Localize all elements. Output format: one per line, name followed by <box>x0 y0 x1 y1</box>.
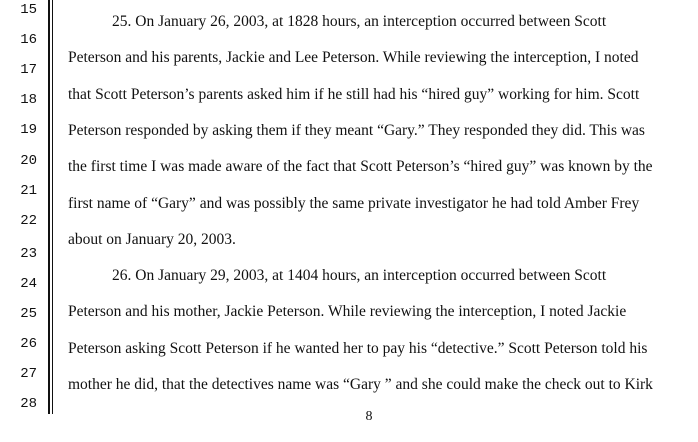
line-number: 28 <box>20 396 37 412</box>
text-line: first name of “Gary” and was possibly the same private investigator he had told Amber Frey <box>68 195 640 212</box>
line-number: 17 <box>20 62 37 78</box>
line-number: 19 <box>20 122 37 138</box>
line-number: 16 <box>20 32 37 48</box>
line-number: 26 <box>20 336 37 352</box>
line-number: 20 <box>20 153 37 169</box>
text-line: Peterson asking Scott Peterson if he wanted her to pay his “detective.” Scott Peterson told his <box>68 340 648 357</box>
page-number: 8 <box>365 409 373 424</box>
text-line: mother he did, that the detectives name was “Gary ” and she could make the check out to Kirk <box>68 376 653 393</box>
text-line: that Scott Peterson’s parents asked him if he still had his “hired guy” working for him. Scott <box>68 86 640 103</box>
text-line: Peterson responded by asking them if they meant “Gary.” They responded they did. This was <box>68 122 645 139</box>
line-number-column <box>0 0 40 442</box>
text-line: 25. On January 26, 2003, at 1828 hours, an interception occurred between Scott <box>112 13 607 30</box>
text-line: about on January 20, 2003. <box>68 231 236 248</box>
text-line: Peterson and his mother, Jackie Peterson. While reviewing the interception, I noted Jackie <box>68 303 627 320</box>
line-number: 27 <box>20 366 37 382</box>
line-number: 18 <box>20 92 37 108</box>
line-number: 23 <box>20 246 37 262</box>
line-number: 24 <box>20 276 37 292</box>
text-line: Peterson and his parents, Jackie and Lee Peterson. While reviewing the interception, I noted <box>68 49 639 66</box>
line-number: 21 <box>20 183 37 199</box>
left-margin-rule <box>48 0 50 414</box>
line-number: 22 <box>20 213 37 229</box>
line-number: 25 <box>20 306 37 322</box>
line-number: 15 <box>20 2 37 18</box>
text-line: the first time I was made aware of the fact that Scott Peterson’s “hired guy” was known by the <box>68 158 653 175</box>
left-margin-rule-inner <box>52 0 53 414</box>
text-line: 26. On January 29, 2003, at 1404 hours, an interception occurred between Scott <box>112 267 607 284</box>
